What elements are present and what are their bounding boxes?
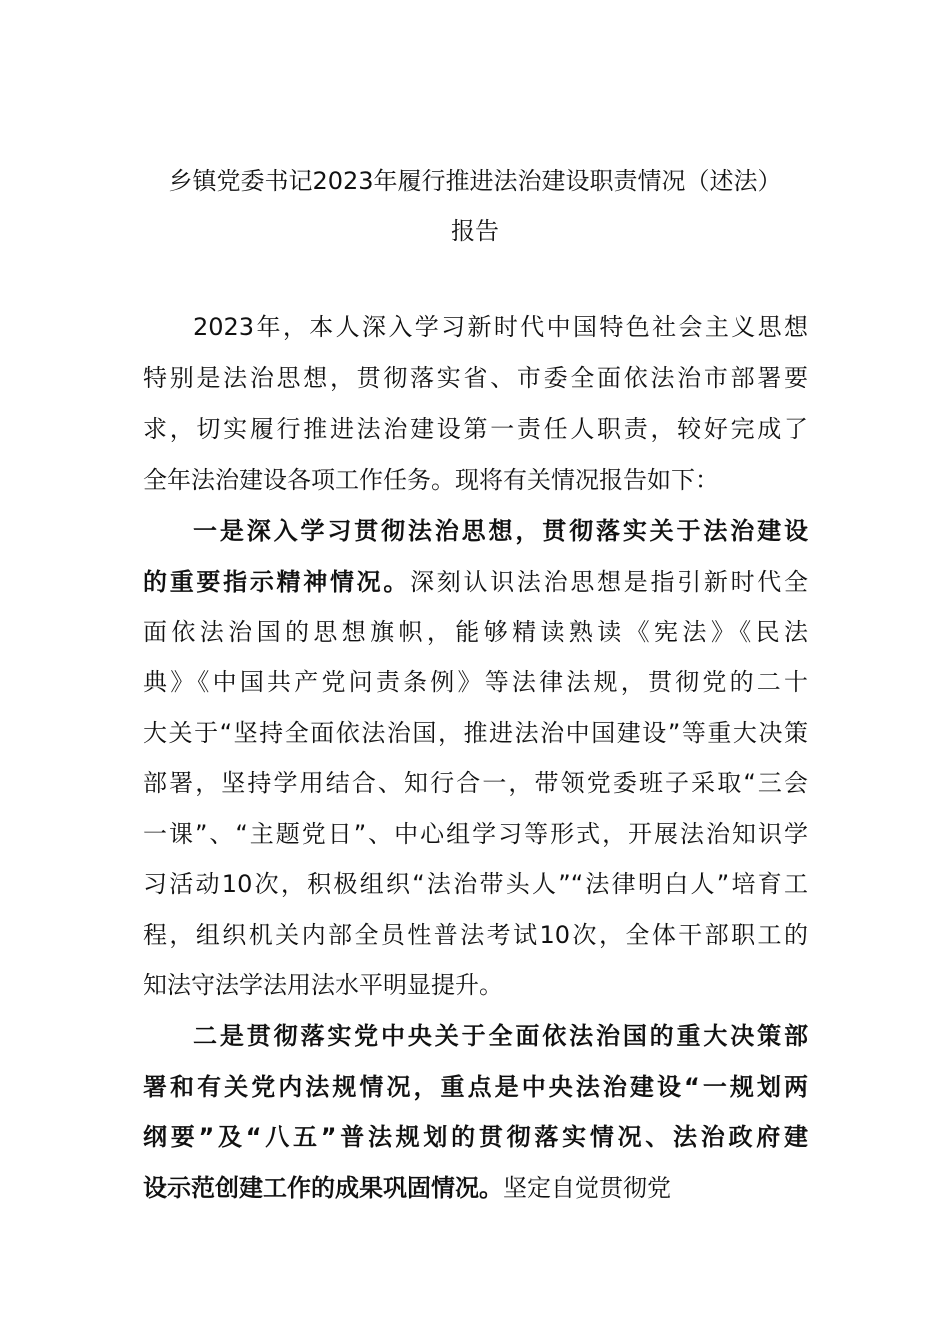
paragraph-2-line: 程，组织机关内部全员性普法考试10次，全体干部职工的 — [143, 921, 808, 949]
paragraph-3-heading-end: 设示范创建工作的成果巩固情况。 — [143, 1174, 503, 1202]
paragraph-3-heading: 署和有关党内法规情况，重点是中央法治建设“一规划两 — [143, 1073, 808, 1101]
paragraph-3-heading: 纲要”及“八五”普法规划的贯彻落实情况、法治政府建 — [143, 1123, 808, 1151]
paragraph-2-line: 一课”、“主题党日”、中心组学习等形式，开展法治知识学 — [143, 820, 808, 848]
paragraph-3-heading: 二是贯彻落实党中央关于全面依法治国的重大决策部 — [193, 1022, 808, 1050]
paragraph-3-text: 坚定自觉贯彻党 — [503, 1174, 671, 1202]
paragraph-2-line: 知法守法学法用法水平明显提升。 — [143, 971, 503, 999]
paragraph-2-line: 典》《中国共产党问责条例》等法律法规，贯彻党的二十 — [143, 668, 808, 696]
paragraph-2-text: 深刻认识法治思想是指引新时代全 — [410, 568, 809, 596]
paragraph-2-heading-end: 的重要指示精神情况。 — [143, 568, 411, 596]
paragraph-3-line — [143, 1173, 808, 1203]
paragraph-2-line — [143, 567, 808, 597]
document-title: 乡镇党委书记2023年履行推进法治建设职责情况（述法） — [168, 167, 782, 195]
paragraph-1-line: 求，切实履行推进法治建设第一责任人职责，较好完成了 — [143, 415, 808, 443]
paragraph-2-line: 大关于“坚持全面依法治国，推进法治中国建设”等重大决策 — [143, 719, 808, 747]
paragraph-2-line: 面依法治国的思想旗帜，能够精读熟读《宪法》《民法 — [143, 618, 808, 646]
paragraph-1-line: 全年法治建设各项工作任务。现将有关情况报告如下： — [143, 466, 719, 494]
paragraph-1-line: 2023年，本人深入学习新时代中国特色社会主义思想 — [193, 313, 808, 341]
paragraph-2-line: 部署，坚持学用结合、知行合一，带领党委班子采取“三会 — [143, 769, 808, 797]
paragraph-2-line: 习活动10次，积极组织“法治带头人”“法律明白人”培育工 — [143, 870, 808, 898]
paragraph-1-line: 特别是法治思想，贯彻落实省、市委全面依法治市部署要 — [143, 364, 808, 392]
paragraph-2-heading: 一是深入学习贯彻法治思想，贯彻落实关于法治建设 — [193, 517, 808, 545]
document-title-continued: 报告 — [451, 217, 499, 245]
